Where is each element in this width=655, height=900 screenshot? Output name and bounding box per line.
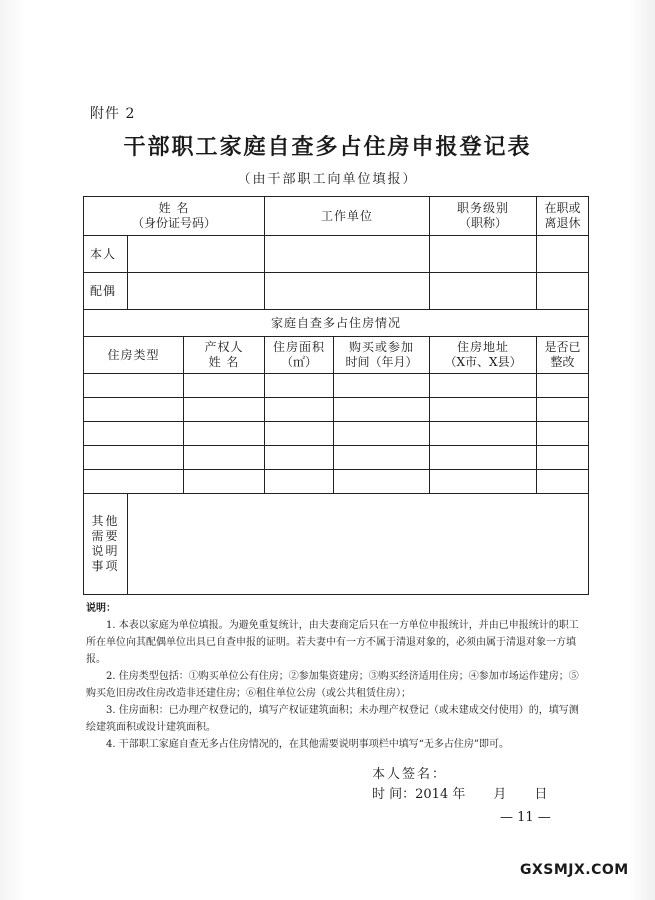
status-header-line1: 在职或 (544, 201, 581, 215)
housing-type-field[interactable] (84, 470, 184, 494)
col-owner-l1: 产权人 (204, 340, 244, 354)
rank-header: 职务级别 (457, 201, 510, 215)
form-subtitle: （由干部职工向单位填报） (237, 172, 418, 187)
other-matters-label (84, 494, 128, 595)
owner-field[interactable] (184, 422, 265, 446)
time-field[interactable] (334, 446, 430, 470)
col-time-l1: 购买或参加 (349, 340, 415, 354)
rank-header-cell (430, 197, 537, 236)
notes-heading: 说明： (86, 603, 116, 614)
other-label-line: 事项 (91, 559, 120, 573)
owner-field[interactable] (184, 446, 265, 470)
col-owner-cell (184, 337, 265, 374)
signature-label: 本人签名： (372, 767, 448, 782)
rectified-field[interactable] (537, 422, 589, 446)
note-item: 2. 住房类型包括：①购买单位公有住房；②参加集资建房；③购买经济适用住房；④参加市场运作建房；⑤购买危旧房改住房改造非还建住房；⑥租住单位公房（或公共租赁住房）； (86, 671, 579, 699)
spouse-status-field[interactable] (537, 273, 589, 310)
date-line (372, 783, 547, 802)
housing-type-field[interactable] (84, 374, 184, 398)
housing-row (84, 422, 589, 446)
other-label-line: 其他 (91, 514, 120, 528)
status-header-line2: 离退休 (544, 216, 581, 230)
col-address-l1: 住房地址 (457, 340, 510, 354)
note-item: 3. 住房面积：已办理产权登记的，填写产权证建筑面积；未办理产权登记（或未建成交付使用）的，填写测绘建筑面积或设计建筑面积。 (86, 705, 579, 733)
rectified-field[interactable] (537, 470, 589, 494)
col-address-cell (430, 337, 537, 374)
col-owner-l2: 姓 名 (208, 355, 240, 369)
housing-type-field[interactable] (84, 446, 184, 470)
col-rectified-l2: 整改 (550, 355, 575, 369)
time-field[interactable] (334, 398, 430, 422)
address-field[interactable] (430, 446, 537, 470)
area-field[interactable] (265, 374, 334, 398)
self-work-unit-field[interactable] (265, 236, 430, 273)
housing-row (84, 374, 589, 398)
date-label: 时 间：2014 年 (372, 787, 466, 802)
other-matters-field[interactable] (128, 494, 589, 595)
rectified-field[interactable] (537, 374, 589, 398)
day-label: 日 (534, 787, 548, 802)
col-time-cell (334, 337, 430, 374)
form-title: 干部职工家庭自查多占住房申报登记表 (123, 135, 532, 160)
status-header-cell (537, 197, 589, 236)
housing-row (84, 398, 589, 422)
work-unit-header: 工作单位 (265, 197, 430, 236)
address-field[interactable] (430, 398, 537, 422)
housing-row (84, 446, 589, 470)
col-area-l2: （㎡） (281, 355, 318, 369)
self-label: 本人 (84, 236, 128, 273)
area-field[interactable] (265, 398, 334, 422)
spouse-label: 配偶 (84, 273, 128, 310)
address-field[interactable] (430, 374, 537, 398)
time-field[interactable] (334, 422, 430, 446)
housing-type-field[interactable] (84, 398, 184, 422)
name-header-cell (84, 197, 265, 236)
col-area-cell (265, 337, 334, 374)
owner-field[interactable] (184, 398, 265, 422)
owner-field[interactable] (184, 374, 265, 398)
area-field[interactable] (265, 470, 334, 494)
site-watermark: GXSMJX.COM (520, 862, 629, 878)
other-label-line: 说明 (91, 544, 120, 558)
name-header: 姓 名 (158, 201, 190, 215)
rectified-field[interactable] (537, 446, 589, 470)
housing-type-field[interactable] (84, 422, 184, 446)
self-status-field[interactable] (537, 236, 589, 273)
note-item: 4. 干部职工家庭自查无多占住房情况的，在其他需要说明事项栏中填写“无多占住房”即可。 (106, 739, 509, 750)
col-rectified-cell (537, 337, 589, 374)
attachment-label: 附件 2 (90, 106, 136, 122)
col-housing-type: 住房类型 (84, 337, 184, 374)
declaration-table (83, 196, 589, 595)
housing-row (84, 470, 589, 494)
page-number: — 11 — (500, 810, 551, 825)
title-header: （职称） (459, 216, 508, 230)
spouse-work-unit-field[interactable] (265, 273, 430, 310)
area-field[interactable] (265, 446, 334, 470)
note-item: 1. 本表以家庭为单位填报。为避免重复统计，由夫妻商定后只在一方单位申报统计，并由已申报统计的职工所在单位向其配偶单位出具已自查申报的证明。若夫妻中有一方不属于清退对象的，必须由属于清退对象一方填报。 (86, 620, 579, 665)
area-field[interactable] (265, 422, 334, 446)
address-field[interactable] (430, 470, 537, 494)
col-rectified-l1: 是否已 (544, 340, 581, 354)
col-address-l2: （X市、X县） (444, 355, 522, 369)
address-field[interactable] (430, 422, 537, 446)
other-label-line: 需要 (91, 529, 120, 543)
col-area-l1: 住房面积 (273, 340, 326, 354)
notes-section (86, 600, 586, 753)
id-number-header: （身份证号码） (132, 216, 217, 230)
rectified-field[interactable] (537, 398, 589, 422)
time-field[interactable] (334, 374, 430, 398)
self-name-field[interactable] (128, 236, 265, 273)
spouse-rank-field[interactable] (430, 273, 537, 310)
time-field[interactable] (334, 470, 430, 494)
section-title: 家庭自查多占住房情况 (84, 310, 589, 337)
owner-field[interactable] (184, 470, 265, 494)
spouse-name-field[interactable] (128, 273, 265, 310)
col-time-l2: 时间（年月） (345, 355, 418, 369)
self-rank-field[interactable] (430, 236, 537, 273)
month-label: 月 (493, 787, 507, 802)
